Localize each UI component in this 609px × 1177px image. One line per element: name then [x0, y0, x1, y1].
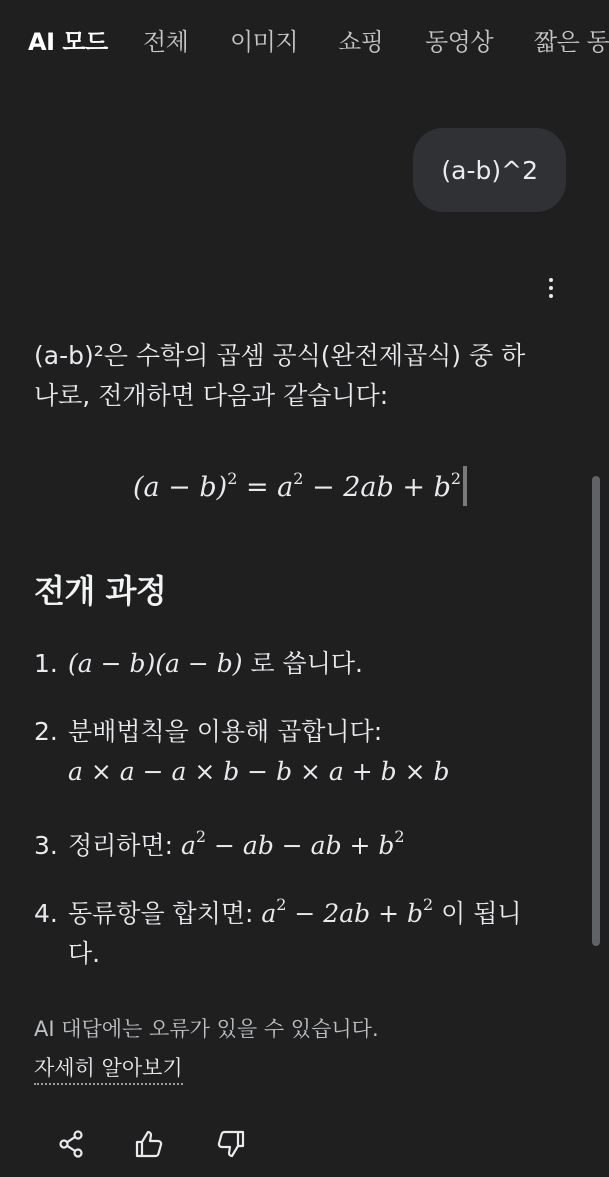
- feedback-actions: [54, 1126, 274, 1174]
- step-text-continuation: 다.: [68, 939, 101, 968]
- step-exponent: 2: [394, 827, 405, 846]
- thumbs-up-icon[interactable]: [132, 1126, 168, 1162]
- step-number: 3.: [34, 831, 58, 860]
- step-2: [34, 712, 574, 792]
- scrollbar[interactable]: [592, 476, 600, 946]
- formula-middle: − 2ab + b: [303, 472, 451, 503]
- step-exponent: 2: [195, 827, 207, 846]
- thumbs-down-icon[interactable]: [212, 1126, 248, 1162]
- step-text: 동류항을 합치면:: [68, 899, 262, 928]
- text-cursor: [463, 466, 467, 506]
- answer-intro-line1: (a-b)²은 수학의 곱셈 공식(완전제곱식) 중 하: [34, 341, 526, 370]
- step-exponent: 2: [422, 895, 434, 914]
- tab-shopping[interactable]: 쇼핑: [338, 28, 384, 56]
- share-icon[interactable]: [54, 1126, 90, 1162]
- step-4: [34, 894, 574, 974]
- tab-shorts[interactable]: 짧은 동: [534, 28, 609, 56]
- step-text: 로 씁니다.: [242, 649, 363, 678]
- answer-intro: [34, 336, 574, 415]
- step-3: [34, 826, 574, 866]
- tab-images[interactable]: 이미지: [230, 28, 299, 56]
- step-text: 분배법칙을 이용해 곱합니다:: [68, 717, 383, 746]
- more-vert-icon[interactable]: [540, 276, 562, 302]
- step-number: 2.: [34, 717, 58, 746]
- formula-b-exponent: 2: [450, 469, 462, 488]
- formula-lhs: (a − b): [132, 472, 228, 503]
- step-math-mid: − 2ab + b: [286, 899, 423, 928]
- step-math-a: a: [261, 899, 277, 928]
- step-math: a × a − a × b − b × a + b × b: [68, 757, 450, 786]
- search-tabs: [0, 0, 609, 80]
- step-1: [34, 644, 574, 684]
- step-math: (a − b)(a − b): [68, 649, 243, 678]
- formula-a-exponent: 2: [293, 469, 304, 488]
- step-number: 4.: [34, 899, 58, 928]
- step-text-after: 이 됩니: [433, 899, 522, 928]
- formula-lhs-exponent: 2: [227, 469, 238, 488]
- section-title: 전개 과정: [34, 572, 167, 610]
- tab-ai-mode[interactable]: AI 모드: [28, 28, 108, 56]
- tab-all[interactable]: 전체: [143, 28, 189, 56]
- tab-videos[interactable]: 동영상: [425, 28, 494, 56]
- user-query-text: (a-b)^2: [441, 155, 538, 185]
- ai-disclaimer: AI 대답에는 오류가 있을 수 있습니다.: [34, 1017, 379, 1041]
- step-math-mid: − ab − ab + b: [206, 831, 395, 860]
- step-exponent: 2: [276, 895, 287, 914]
- user-query-bubble: [413, 128, 566, 212]
- step-number: 1.: [34, 649, 58, 678]
- answer-intro-line2: 나로, 전개하면 다음과 같습니다:: [34, 380, 389, 410]
- step-math-a: a: [180, 831, 196, 860]
- formula-a: = a: [237, 472, 294, 503]
- learn-more-link[interactable]: 자세히 알아보기: [34, 1052, 183, 1085]
- step-text: 정리하면:: [68, 831, 181, 860]
- expansion-formula: [0, 466, 600, 506]
